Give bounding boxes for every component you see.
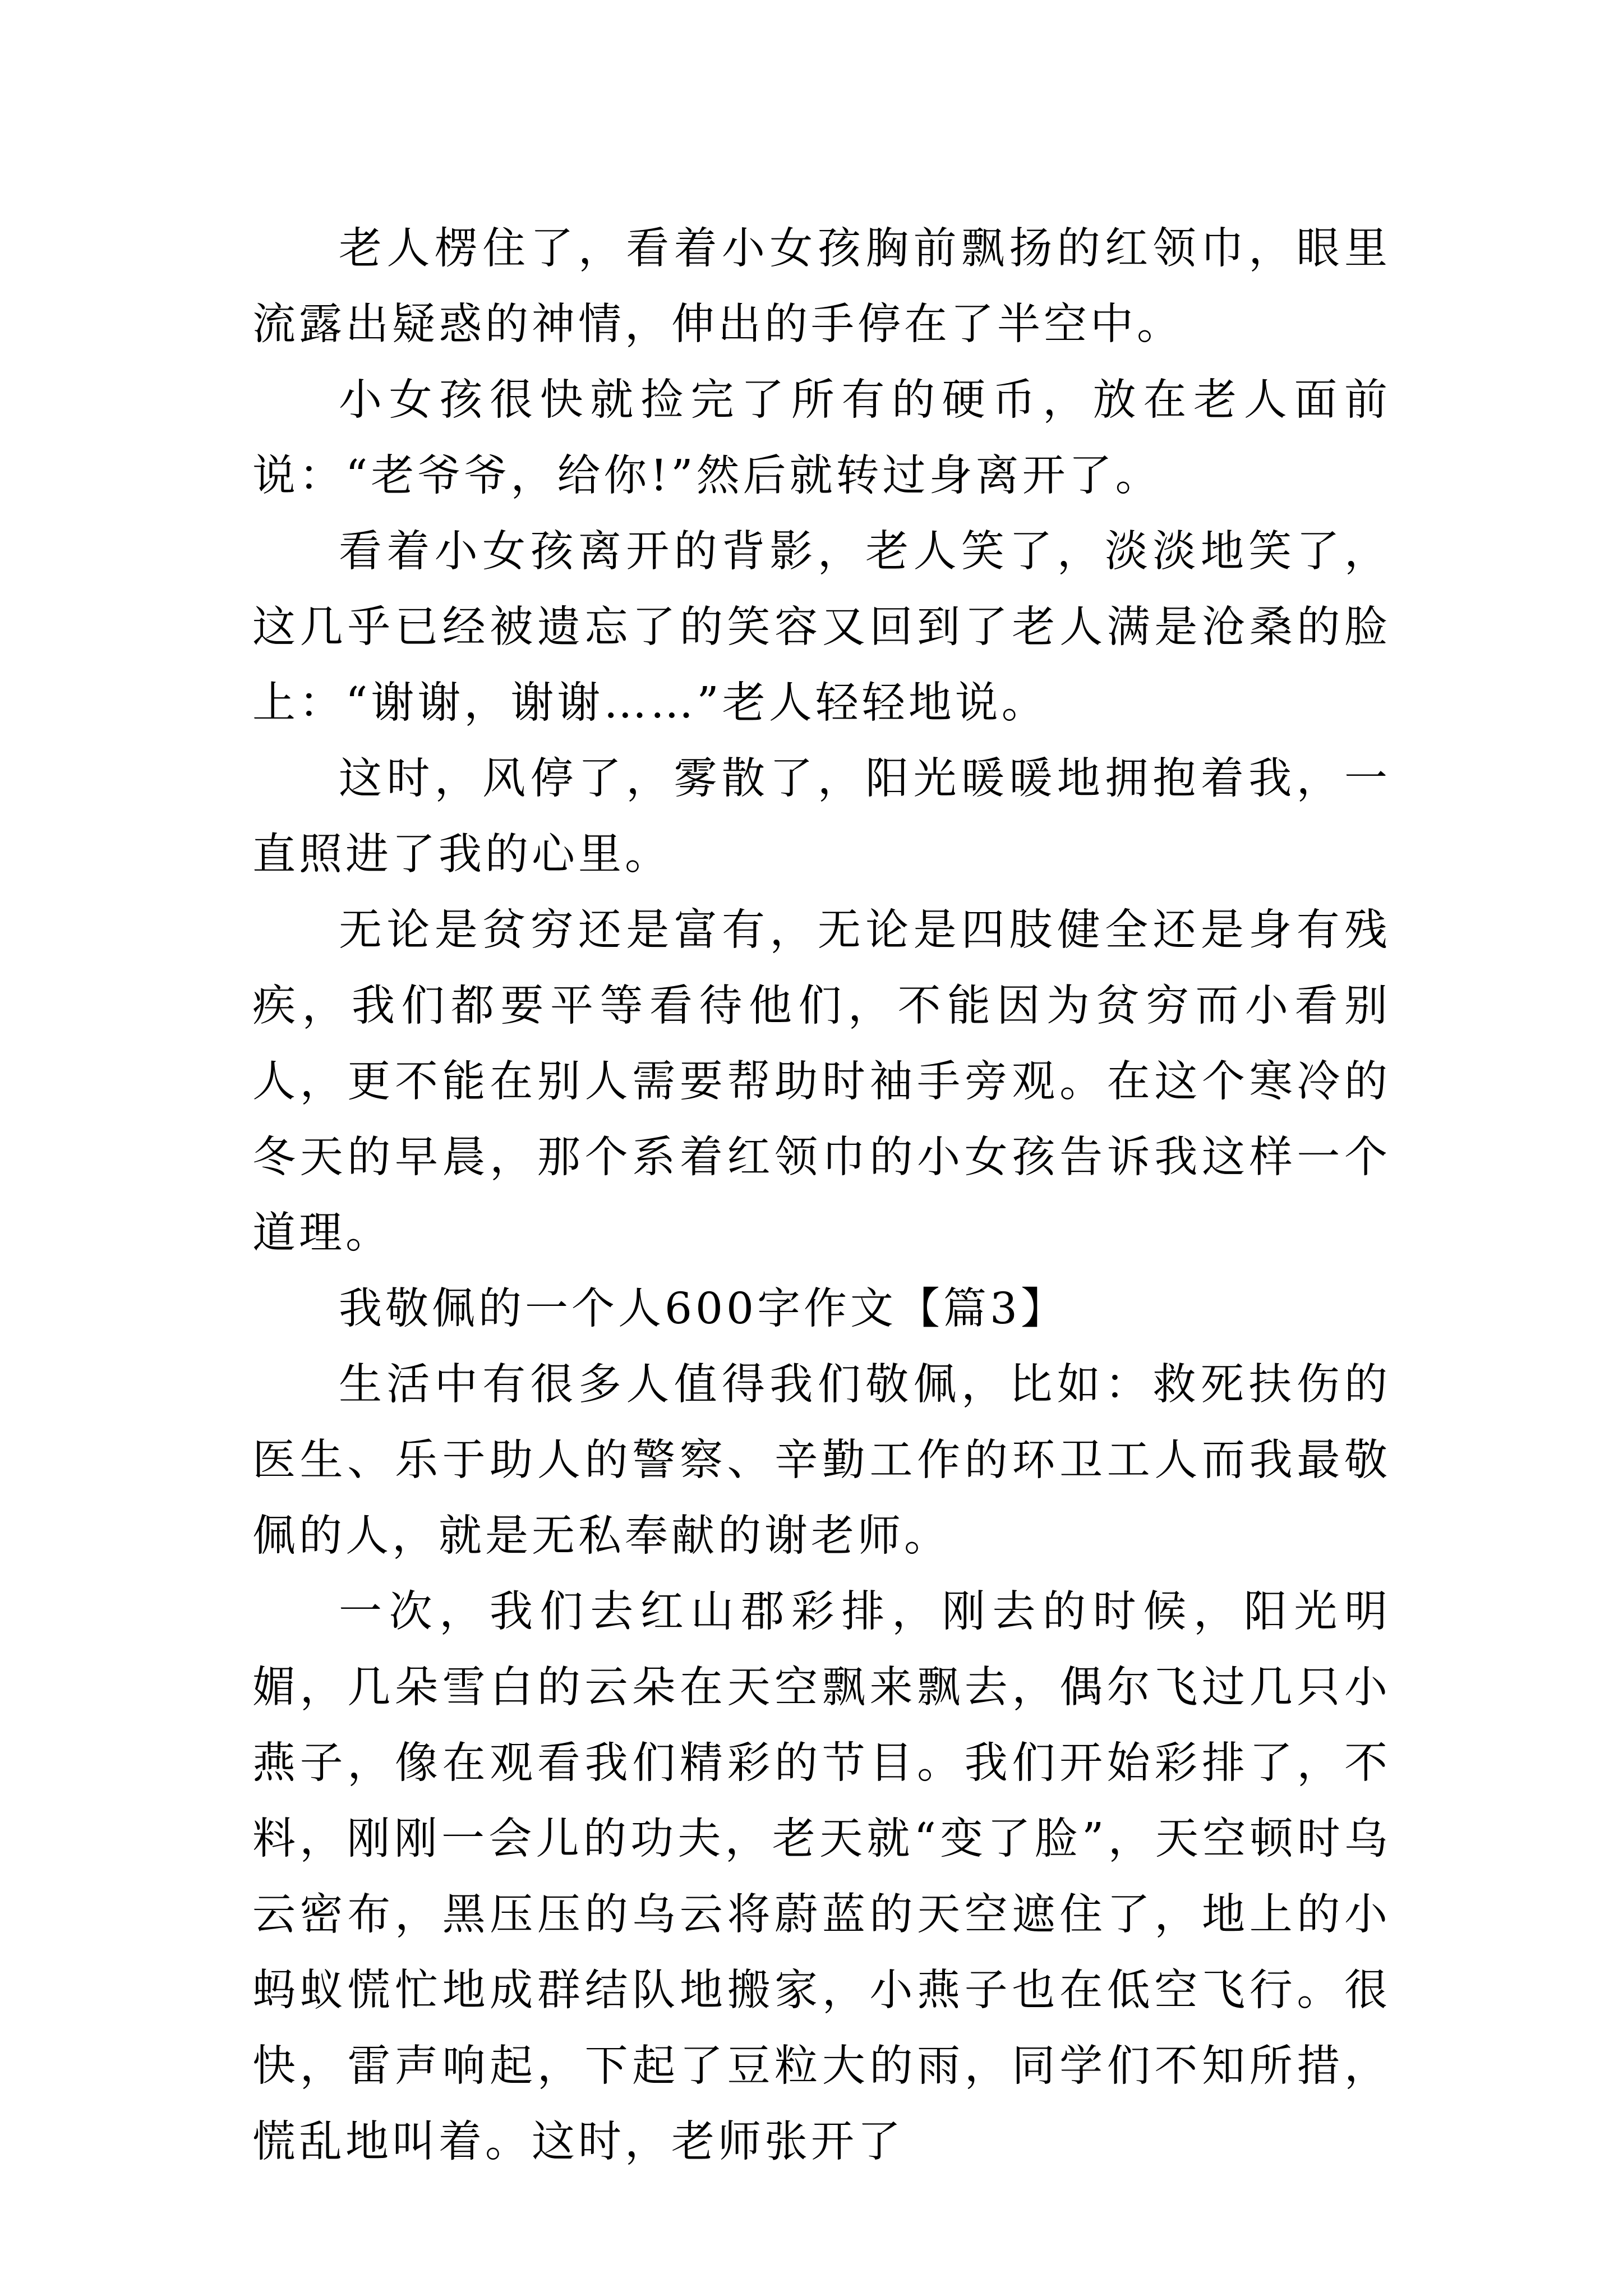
paragraph: 小女孩很快就捡完了所有的硬币，放在老人面前说：“老爷爷，给你!”然后就转过身离开了。 <box>252 375 1391 501</box>
paragraph: 生活中有很多人值得我们敬佩，比如：救死扶伤的医生、乐于助人的警察、辛勤工作的环卫工人而我最敬佩的人，就是无私奉献的谢老师。 <box>252 1360 1391 1561</box>
paragraph: 老人楞住了，看着小女孩胸前飘扬的红领巾，眼里流露出疑惑的神情，伸出的手停在了半空中。 <box>252 224 1391 349</box>
paragraph: 一次，我们去红山郡彩排，刚去的时候，阳光明媚，几朵雪白的云朵在天空飘来飘去，偶尔飞过几只小燕子，像在观看我们精彩的节目。我们开始彩排了，不料，刚刚一会儿的功夫，老天就“变了脸”，天空顿时乌云密布，黑压压的乌云将蔚蓝的天空遮住了，地上的小蚂蚁慌忙地成群结队地搬家，小燕子也在低空飞行。很快，雷声响起，下起了豆粒大的雨，同学们不知所措，慌乱地叫着。这时，老师张开了 <box>252 1587 1391 2167</box>
paragraph: 这时，风停了，雾散了，阳光暖暖地拥抱着我，一直照进了我的心里。 <box>252 754 1391 880</box>
document-body <box>252 211 1391 2180</box>
paragraph: 无论是贫穷还是富有，无论是四肢健全还是身有残疾，我们都要平等看待他们，不能因为贫穷而小看别人，更不能在别人需要帮助时袖手旁观。在这个寒冷的冬天的早晨，那个系着红领巾的小女孩告诉我这样一个道理。 <box>252 905 1391 1258</box>
section-heading: 我敬佩的一个人600字作文【篇3】 <box>339 1284 1067 1334</box>
paragraph: 看着小女孩离开的背影，老人笑了，淡淡地笑了，这几乎已经被遗忘了的笑容又回到了老人满是沧桑的脸上：“谢谢，谢谢……”老人轻轻地说。 <box>252 527 1391 728</box>
